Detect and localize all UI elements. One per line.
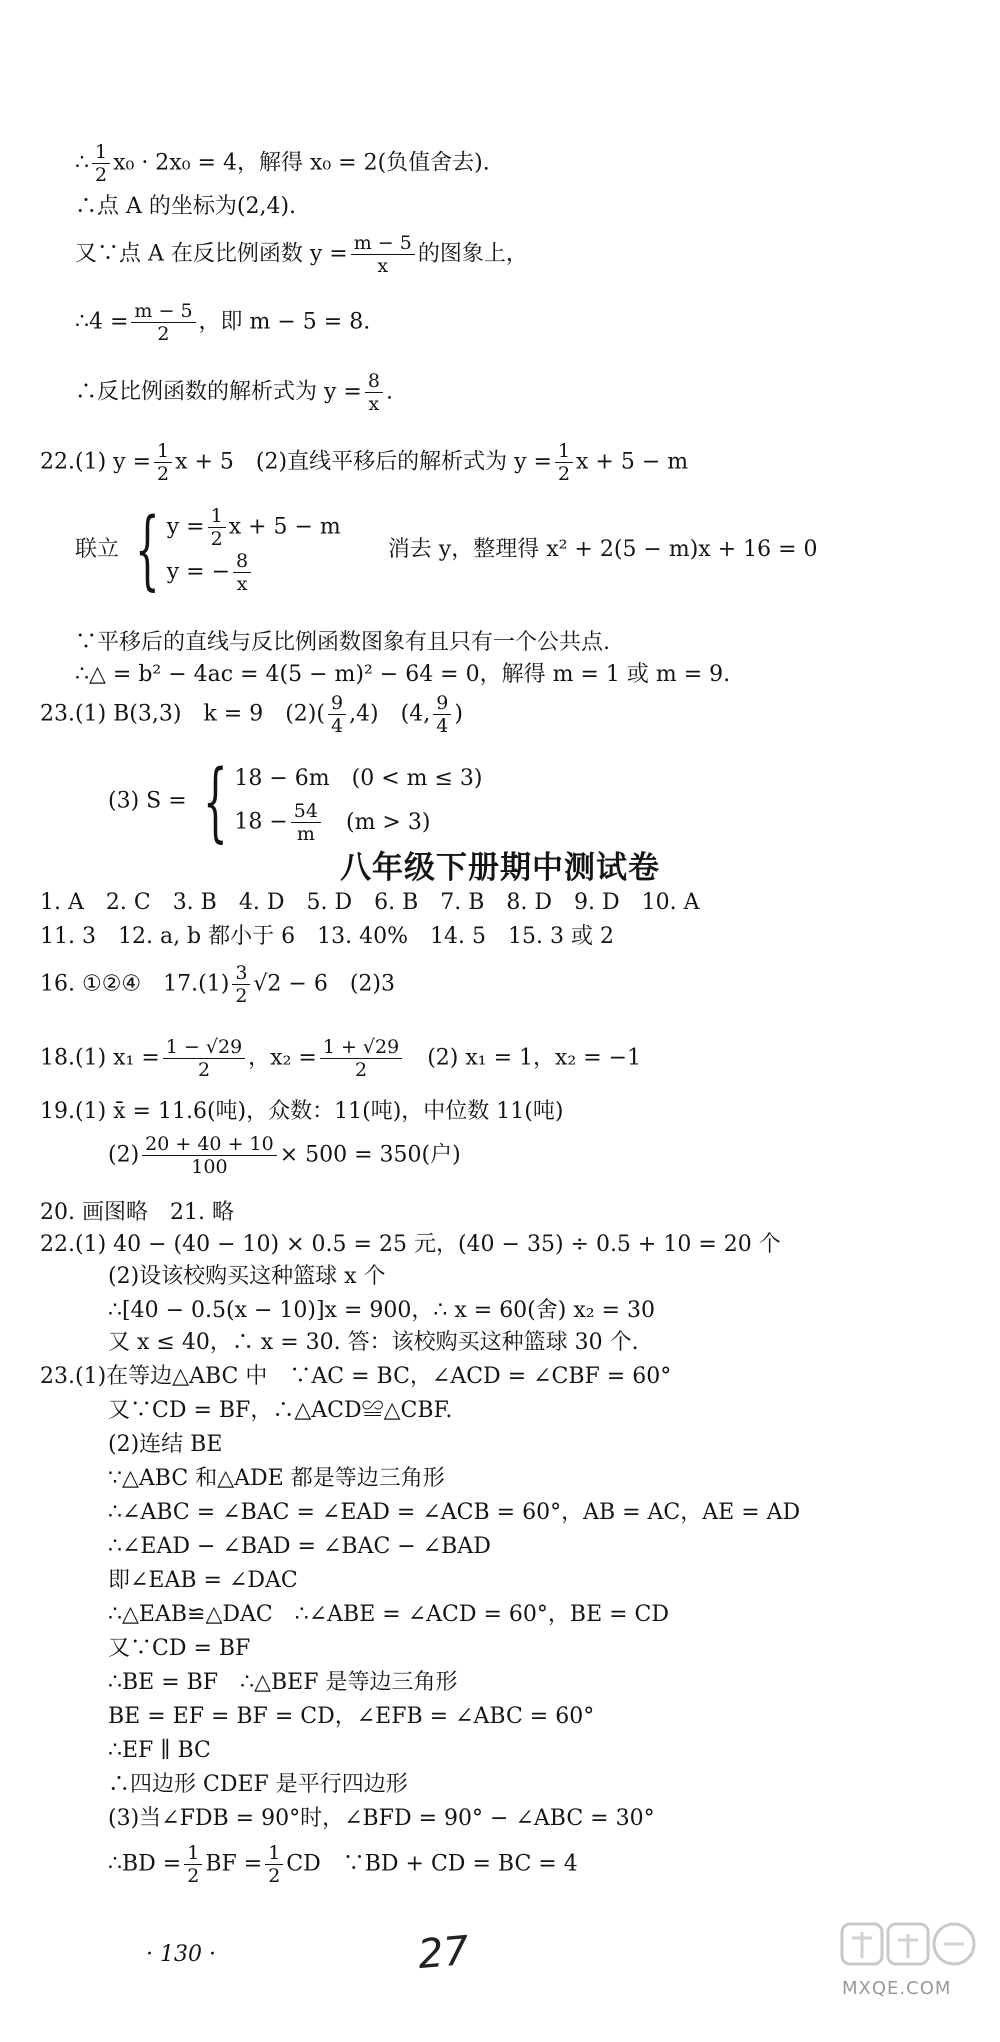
fraction: $\frac{m - 5}{2}$	[131, 300, 195, 345]
fraction: $\frac{1}{2}$	[265, 1842, 283, 1887]
text-line: ∴反比例函数的解析式为 y = $\frac{8}{x}$ .	[75, 370, 393, 415]
answer-line: ∴BE = BF ∴△BEF 是等边三角形	[108, 1670, 458, 1695]
text-line: ∴4 = $\frac{m - 5}{2}$ ，即 m − 5 = 8.	[75, 300, 371, 345]
fraction: $\frac{20 + 40 + 10}{100}$	[142, 1133, 277, 1178]
fraction: $\frac{1 - √29}{2}$	[163, 1036, 245, 1081]
answer-line: ∴BD = $\frac{1}{2}$ BF = $\frac{1}{2}$ CD ∵BD + CD = BC = 4	[108, 1842, 578, 1887]
answer-line: 又∵CD = BF	[108, 1636, 251, 1661]
handwritten-note: 27	[416, 1927, 471, 1979]
left-brace-icon: {	[135, 500, 160, 600]
fraction: $\frac{1}{2}$	[154, 440, 172, 485]
answer-line: (2) $\frac{20 + 40 + 10}{100}$ × 500 = 350(户)	[108, 1133, 461, 1178]
page-number: · 130 ·	[146, 1942, 216, 1967]
watermark: MXQE.COM	[842, 1978, 952, 1999]
text-line: ∵平移后的直线与反比例函数图象有且只有一个公共点.	[75, 630, 610, 655]
fraction: $\frac{1}{2}$	[555, 440, 573, 485]
text-line: 23.(1) B(3,3) k = 9 (2)( $\frac{9}{4}$ ,4) (4, $\frac{9}{4}$ )	[40, 692, 463, 737]
answer-line: ∴四边形 CDEF 是平行四边形	[108, 1772, 408, 1797]
answer-line: ∴∠ABC = ∠BAC = ∠EAD = ∠ACB = 60°，AB = AC，AE = AD	[108, 1500, 801, 1525]
text-line: ∴△ = b² − 4ac = 4(5 − m)² − 64 = 0，解得 m = 1 或 m = 9.	[75, 662, 731, 687]
answer-line: 18.(1) x₁ = $\frac{1 - √29}{2}$ ，x₂ = $\frac{1 + √29}{2}$ (2) x₁ = 1，x₂ = −1	[40, 1036, 642, 1081]
brace-group: { y = $\frac{1}{2}$ x + 5 − m y = − $\frac{8}{x}$	[135, 500, 341, 600]
answer-line: 11. 3 12. a, b 都小于 6 13. 40% 14. 5 15. 3 或 2	[40, 924, 614, 949]
fraction: $\frac{8}{x}$	[365, 370, 383, 415]
left-brace-icon: {	[202, 751, 228, 852]
brace-group: { 18 − 6m (0 < m ≤ 3) 18 − $\frac{54}{m}$ (m > 3)	[202, 751, 483, 852]
watermark-logo-icon	[840, 1918, 980, 1970]
fraction: $\frac{1}{2}$	[184, 1842, 202, 1887]
answer-line: 1. A 2. C 3. B 4. D 5. D 6. B 7. B 8. D 9. D 10. A	[40, 890, 700, 915]
answer-line: (2)设该校购买这种篮球 x 个	[108, 1264, 386, 1289]
answer-line: ∴EF ∥ BC	[108, 1738, 211, 1763]
answer-line: 22.(1) 40 − (40 − 10) × 0.5 = 25 元，(40 − 35) ÷ 0.5 + 10 = 20 个	[40, 1232, 781, 1257]
fraction: $\frac{9}{4}$	[328, 692, 346, 737]
answer-line: ∴△EAB≌△DAC ∴∠ABE = ∠ACD = 60°，BE = CD	[108, 1602, 670, 1627]
section-title: 八年级下册期中测试卷	[340, 850, 660, 886]
answer-line: 即∠EAB = ∠DAC	[108, 1568, 298, 1593]
text-line: ∴ $\frac{1}{2}$ x₀ · 2x₀ = 4，解得 x₀ = 2(负值舍去).	[75, 141, 490, 186]
answer-line: 又 x ≤ 40，∴ x = 30. 答：该校购买这种篮球 30 个.	[108, 1330, 639, 1355]
text-line: ∴点 A 的坐标为(2,4).	[75, 194, 297, 219]
answer-line: ∴∠EAD − ∠BAD = ∠BAC − ∠BAD	[108, 1534, 491, 1559]
answer-line: ∵△ABC 和△ADE 都是等边三角形	[108, 1466, 445, 1491]
answer-line: 19.(1) x̄ = 11.6(吨)，众数：11(吨)，中位数 11(吨)	[40, 1099, 564, 1124]
answer-line: 16. ①②④ 17.(1) $\frac{3}{2}$ √2 − 6 (2)3	[40, 962, 395, 1007]
fraction: $\frac{9}{4}$	[433, 692, 451, 737]
text-line: 22.(1) y = $\frac{1}{2}$ x + 5 (2)直线平移后的解析式为 y = $\frac{1}{2}$ x + 5 − m	[40, 440, 689, 485]
piecewise-function: (3) S = { 18 − 6m (0 < m ≤ 3) 18 − $\frac{54}{m}$ (m > 3)	[108, 751, 483, 852]
fraction: $\frac{8}{x}$	[233, 550, 251, 595]
equation-system: 联立 { y = $\frac{1}{2}$ x + 5 − m y = − $\frac{8}{x}$ 消去 y，整理得 x² + 2(5 − m)x + 16 = 0	[75, 500, 818, 600]
fraction: $\frac{54}{m}$	[291, 800, 321, 845]
fraction: $\frac{3}{2}$	[232, 962, 250, 1007]
fraction: $\frac{1}{2}$	[208, 505, 226, 550]
answer-line: (3)当∠FDB = 90°时，∠BFD = 90° − ∠ABC = 30°	[108, 1806, 655, 1831]
answer-line: (2)连结 BE	[108, 1432, 223, 1457]
therefore-symbol: ∴	[75, 150, 89, 176]
fraction: $\frac{m - 5}{x}$	[351, 232, 415, 277]
fraction: $\frac{1 + √29}{2}$	[320, 1036, 402, 1081]
answer-line: 23.(1)在等边△ABC 中 ∵AC = BC，∠ACD = ∠CBF = 60°	[40, 1364, 672, 1389]
answer-line: 20. 画图略 21. 略	[40, 1200, 234, 1225]
text-line: 又∵点 A 在反比例函数 y = $\frac{m - 5}{x}$ 的图象上，	[75, 232, 528, 277]
fraction: $\frac{1}{2}$	[92, 141, 110, 186]
answer-line: 又∵CD = BF，∴△ACD≌△CBF.	[108, 1398, 453, 1423]
answer-line: ∴[40 − 0.5(x − 10)]x = 900，∴ x = 60(舍) x₂ = 30	[108, 1298, 655, 1323]
answer-line: BE = EF = BF = CD，∠EFB = ∠ABC = 60°	[108, 1704, 595, 1729]
